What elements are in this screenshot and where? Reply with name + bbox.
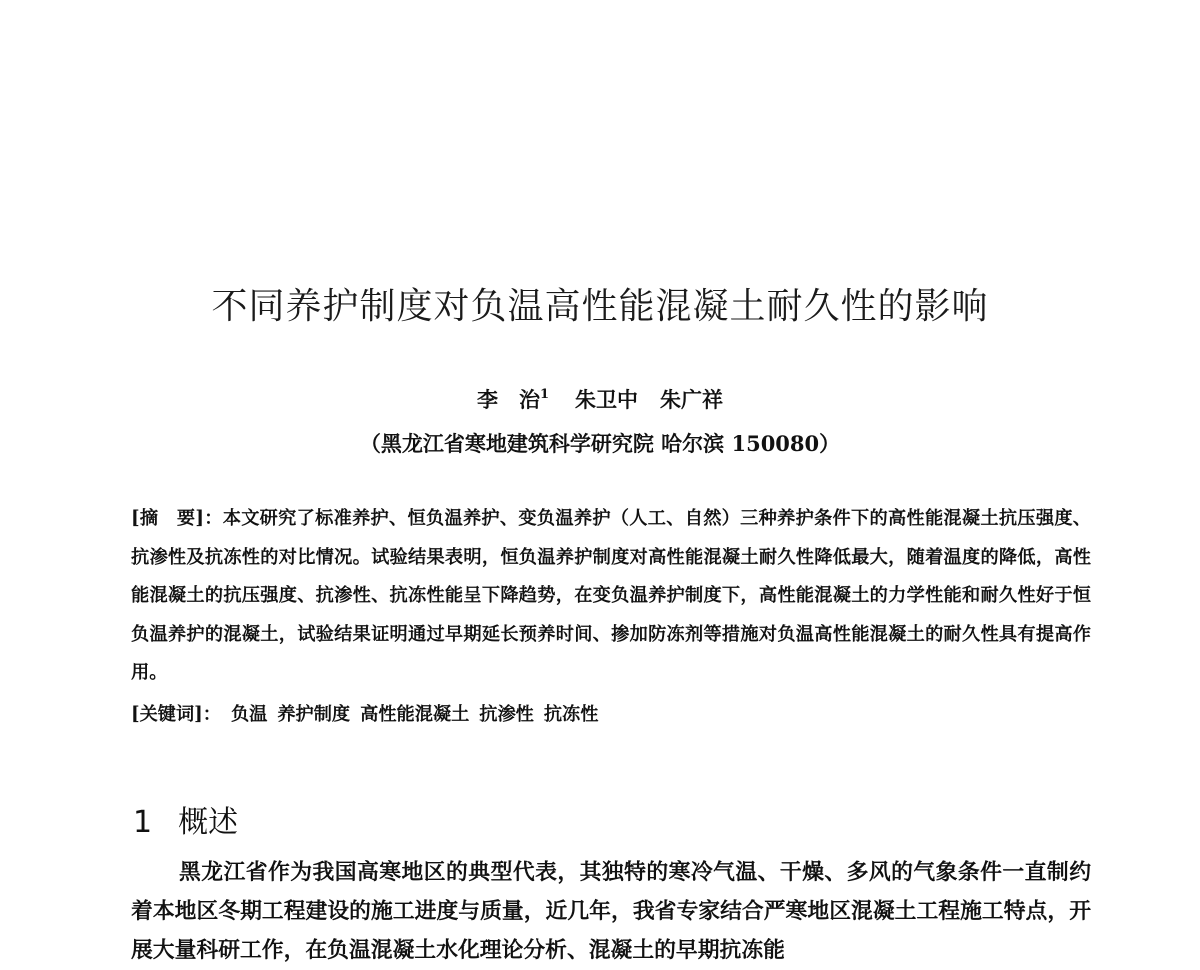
keyword: 负温 (230, 704, 268, 725)
abstract (131, 500, 1091, 693)
author-3: 朱广祥 (660, 387, 724, 412)
keyword: 养护制度 (277, 704, 351, 725)
keyword: 高性能混凝土 (360, 704, 470, 725)
keywords-label: [关键词]： (131, 704, 221, 725)
author-list (0, 384, 1200, 414)
section-number: 1 (133, 805, 153, 840)
paper-title: 不同养护制度对负温高性能混凝土耐久性的影响 (211, 286, 989, 327)
section-heading (133, 797, 238, 841)
author-superscript: 1 (539, 387, 550, 402)
abstract-text: 本文研究了标准养护、恒负温养护、变负温养护（人工、自然）三种养护条件下的高性能混凝土抗压强度、抗渗性及抗冻性的对比情况。试验结果表明，恒负温养护制度对高性能混凝土耐久性降低最大，随着温度的降低，高性能混凝土的抗压强度、抗渗性、抗冻性能呈下降趋势，在变负温养护制度下，高性能混凝土的力学性能和耐久性好于恒负温养护的混凝土，试验结果证明通过早期延长预养时间、掺加防冻剂等措施对负温高性能混凝土的耐久性具有提高作用。 (131, 508, 1091, 683)
keyword: 抗冻性 (543, 704, 599, 725)
section-title: 概述 (178, 805, 239, 840)
keyword: 抗渗性 (479, 704, 534, 725)
author-2: 朱卫中 (575, 387, 639, 412)
section-paragraph: 黑龙江省作为我国高寒地区的典型代表，其独特的寒冷气温、干燥、多风的气象条件一直制约着本地区冬期工程建设的施工进度与质量，近几年，我省专家结合严寒地区混凝土工程施工特点，开展大量科研工作，在负温混凝土水化理论分析、混凝土的早期抗冻能 (131, 860, 1091, 963)
abstract-label: [摘 要]： (131, 508, 223, 529)
author-name: 李 治 (476, 387, 540, 412)
keywords-line (131, 700, 1091, 726)
author-1 (477, 384, 549, 414)
author-affiliation: （黑龙江省寒地建筑科学研究院 哈尔滨 150080） (359, 431, 841, 456)
